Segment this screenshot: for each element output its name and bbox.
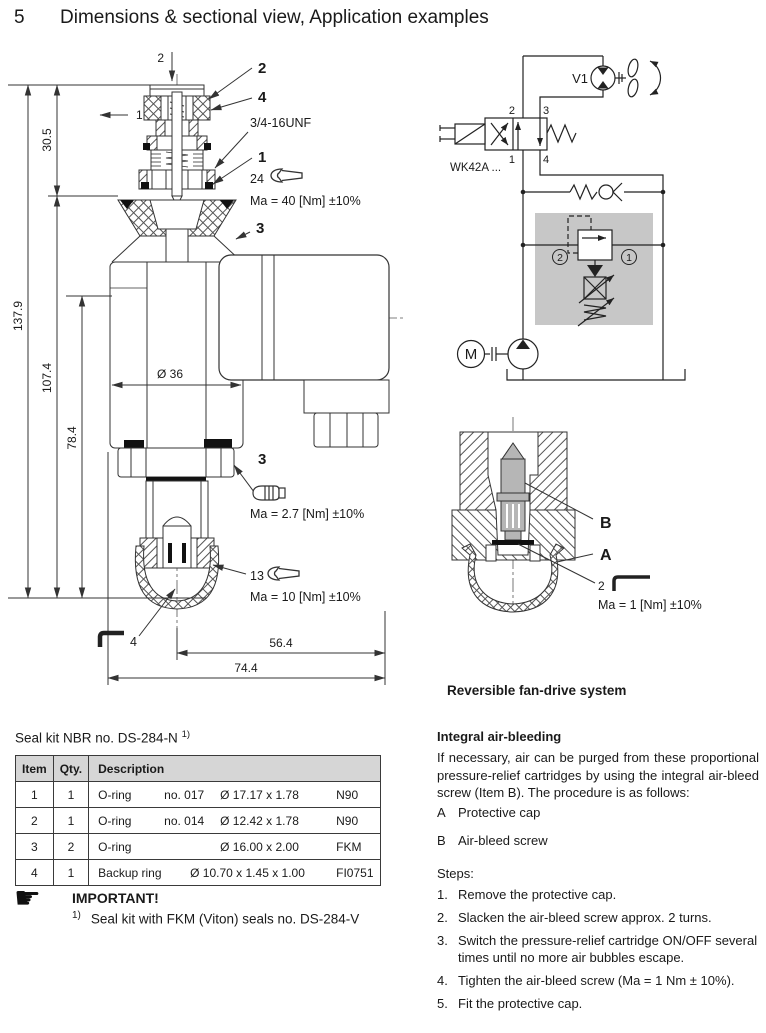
step-item [437,909,762,926]
cell-qty: 1 [53,860,88,886]
step-number: 5. [437,996,448,1011]
air-bleed-section-view [430,415,766,710]
step-item [437,972,762,989]
item-4-callout: 4 [258,89,267,106]
cell-material: FI0751 [336,865,374,880]
cell-size: Ø 17.17 x 1.78 [220,787,299,802]
valve-sectional-body [110,85,389,609]
wrench-icon [268,567,299,580]
step-number: 1. [437,887,448,902]
cell-item: 2 [16,808,54,834]
seal-kit-footnote-ref: 1) [181,729,191,740]
step-item [437,932,762,966]
dim-overall-length: 137.9 [11,300,25,332]
cell-no: no. 014 [164,813,205,828]
dimension-drawing [0,48,430,698]
cell-item: 1 [16,782,54,808]
fan-motor-symbol [591,58,661,98]
directional-valve-symbol [440,118,576,150]
port-4-label: 4 [543,154,550,166]
section-caption: Reversible fan-drive system [447,683,627,698]
step-text: Switch the pressure-relief cartridge ON/OFF several times until no more air bubbles escape. [458,933,758,965]
fan-icon [626,58,639,98]
check-valve-symbol [570,183,622,201]
spring-symbol [547,125,576,142]
air-bleed-intro: If necessary, air can be purged from these proportional pressure-relief cartridges by using the integral air-bleed screw (Item B). The procedure is as follows: [437,750,759,800]
step-text: Tighten the air-bleed screw (Ma = 1 Nm ± 10%). [458,973,735,988]
cell-size: Ø 16.00 x 2.00 [220,839,299,854]
section-number: 5 [14,7,25,28]
item-4-bottom-callout: 4 [130,635,137,649]
cell-name: O-ring [98,787,132,802]
cell-material: N90 [336,813,359,828]
important-title: IMPORTANT! [72,890,159,906]
step-text: Remove the protective cap. [458,887,617,902]
legend-label: Air-bleed screw [458,833,548,848]
dim-coil-length: 78.4 [65,426,79,450]
seal-kit-table [15,755,381,886]
thread-spec: 3/4-16UNF [250,116,312,130]
torque-hex13: Ma = 10 [Nm] ±10% [250,590,361,604]
table-row [16,808,381,834]
step-number: 2. [437,910,448,925]
item-3-upper-callout: 3 [256,220,265,237]
cartridge-port-1: 1 [626,252,632,264]
cell-no: no. 017 [164,787,205,802]
item-1-callout: 1 [258,149,267,166]
steps-label: Steps: [437,866,474,881]
dim-upper-length: 30.5 [40,128,54,152]
col-item: Item [16,756,54,782]
port-3-label: 3 [543,105,550,117]
section-title: Dimensions & sectional view, Application examples [60,7,489,28]
col-qty: Qty. [53,756,88,782]
pump-motor-label: M [464,346,478,363]
table-row [16,782,381,808]
step-text: Slacken the air-bleed screw approx. 2 turns. [458,910,712,925]
label-a: A [600,547,612,564]
legend-label: Protective cap [458,805,541,820]
hydraulic-circuit [430,48,766,423]
torque-hand: Ma = 2.7 [Nm] ±10% [250,507,365,521]
fan-motor-label: V1 [572,71,588,86]
important-note [72,910,359,927]
port-2-label: 2 [508,105,515,117]
pointing-hand-icon: ☛ [14,882,41,915]
cell-name: O-ring [98,839,132,854]
cell-item: 4 [16,860,54,886]
seal-kit-heading-text: Seal kit NBR no. DS-284-N [15,730,178,746]
section-body [452,417,595,612]
torque-air-bleed: Ma = 1 [Nm] ±10% [598,598,702,612]
legend-item-b [437,833,548,848]
table-header-row [16,756,381,782]
dim-coil-diameter: Ø 36 [156,367,184,381]
port-1-label: 1 [508,154,515,166]
dim-width-overall: 74.4 [234,661,258,675]
cell-qty: 1 [53,782,88,808]
allen-key-icon [614,577,650,591]
table-row [16,860,381,886]
cell-size: Ø 10.70 x 1.45 x 1.00 [190,865,305,880]
valve-model-label: WK42A ... [450,162,502,174]
cell-material: N90 [336,787,359,802]
step-number: 3. [437,933,448,948]
table-row [16,834,381,860]
cell-qty: 1 [53,808,88,834]
torque-hex24: Ma = 40 [Nm] ±10% [250,194,361,208]
reversing-arrow [650,61,661,95]
cell-name: O-ring [98,813,132,828]
air-bleed-heading: Integral air-bleeding [437,729,562,744]
flow-port1-label: 1 [136,108,143,122]
cell-material: FKM [336,839,362,854]
step-text: Fit the protective cap. [458,996,583,1011]
item-3-lower-callout: 3 [258,451,267,468]
wrench-24-size: 24 [250,172,264,186]
dim-lower-length: 107.4 [40,362,54,394]
footnote-text: Seal kit with FKM (Viton) seals no. DS-284-V [90,911,360,927]
dim-width-inner: 56.4 [269,636,293,650]
step-item [437,995,762,1012]
cartridge-port-2: 2 [557,252,563,264]
footnote-ref: 1) [72,910,81,921]
wrench-icon [271,169,302,182]
wrench-13-size: 13 [250,569,264,583]
legend-key: A [437,805,446,820]
cell-size: Ø 12.42 x 1.78 [220,813,299,828]
legend-key: B [437,833,446,848]
cell-item: 3 [16,834,54,860]
flow-port2-label: 2 [157,51,164,65]
allen-size-label: 2 [598,579,605,593]
step-item [437,886,762,903]
seal-kit-heading [15,729,190,746]
steps-list [437,886,762,1018]
hand-tighten-icon [253,486,285,500]
col-description: Description [89,756,380,782]
page-title [14,7,489,29]
cell-name: Backup ring [98,865,162,880]
legend-item-a [437,805,540,820]
cell-qty: 2 [53,834,88,860]
step-number: 4. [437,973,448,988]
item-2-callout: 2 [258,60,267,77]
label-b: B [600,515,612,532]
allen-key-icon [100,633,124,647]
solenoid-symbol [440,124,485,144]
